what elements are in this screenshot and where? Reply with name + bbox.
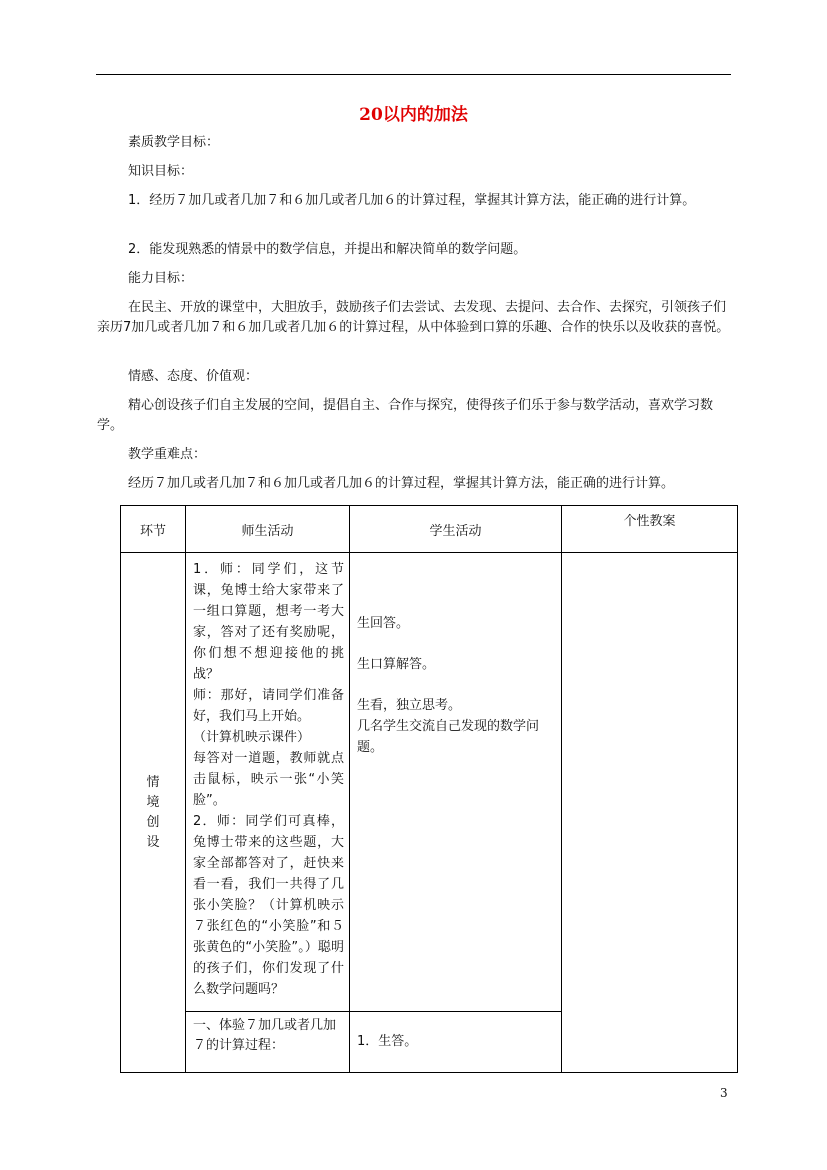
lesson-table — [120, 505, 738, 1073]
header-teacher-activity: 师生活动 — [186, 506, 350, 553]
goal-heading: 素质教学目标： — [128, 135, 220, 150]
key-points-item: 经历７加几或者几加７和６加几或者几加６的计算过程，掌握其计算方法，能正确的进行计算。 — [128, 476, 675, 491]
teacher-line: 师：那好，请同学们准备好，我们马上开始。 — [193, 688, 344, 724]
header-stage: 环节 — [121, 506, 186, 553]
student-line: 生口算解答。 — [357, 657, 436, 672]
header-student-activity: 学生活动 — [350, 506, 562, 553]
header-personal-plan: 个性教案 — [562, 506, 738, 553]
page-number: 3 — [720, 1086, 728, 1100]
knowledge-item-2: 2．能发现熟悉的情景中的数学信息，并提出和解决简单的数学问题。 — [128, 242, 527, 257]
table-header-row — [121, 506, 738, 553]
student-line: 生看，独立思考。 — [357, 698, 462, 713]
personal-plan-cell — [562, 553, 738, 1073]
stage-cell — [121, 553, 186, 1073]
key-points-heading: 教学重难点： — [128, 447, 207, 462]
table-row — [121, 553, 738, 1012]
teacher-activity-cell — [186, 553, 350, 1012]
ability-heading: 能力目标： — [128, 271, 194, 286]
student-line: 几名学生交流自己发现的数学问题。 — [357, 719, 540, 755]
teacher-line: （计算机映示课件） — [193, 730, 311, 745]
header-rule — [96, 74, 731, 75]
student-line: 生回答。 — [357, 616, 410, 631]
knowledge-heading: 知识目标： — [128, 164, 194, 179]
knowledge-item-1: 1．经历７加几或者几加７和６加几或者几加６的计算过程，掌握其计算方法，能正确的进行计算。 — [128, 193, 696, 208]
stage-label: 情境创设 — [146, 774, 160, 850]
teacher-line: 2．师：同学们可真棒，兔博士带来的这些题，大家全部都答对了，赶快来看一看，我们一共得了几张小笑脸？（计算机映示７张红色的“小笑脸”和５张黄色的“小笑脸”。）聪明的孩子们，你们发现了什么数学问题吗？ — [193, 814, 344, 997]
student-activity-cell-2: 1．生答。 — [350, 1012, 562, 1073]
teacher-line: 1．师：同学们，这节课，兔博士给大家带来了一组口算题，想考一考大家，答对了还有奖励呢，你们想不想迎接他的挑战？ — [193, 562, 344, 682]
page-title: 20以内的加法 — [359, 105, 468, 125]
emotion-item-1: 精心创设孩子们自主发展的空间，提倡自主、合作与探究，使得孩子们乐于参与数学活动，喜欢学习数学。 — [97, 398, 714, 433]
emotion-heading: 情感、态度、价值观： — [128, 369, 259, 384]
teacher-activity-cell-2: 一、体验７加几或者几加７的计算过程： — [186, 1012, 350, 1073]
student-activity-cell — [350, 553, 562, 1012]
teacher-line: 每答对一道题，教师就点击鼠标，映示一张“小笑脸”。 — [193, 751, 344, 808]
ability-item-1: 在民主、开放的课堂中，大胆放手，鼓励孩子们去尝试、去发现、去提问、去合作、去探究，引领孩子们亲历7加几或者几加７和６加几或者几加６的计算过程，从中体验到口算的乐趣、合作的快乐以及收获的喜悦。 — [97, 300, 730, 335]
